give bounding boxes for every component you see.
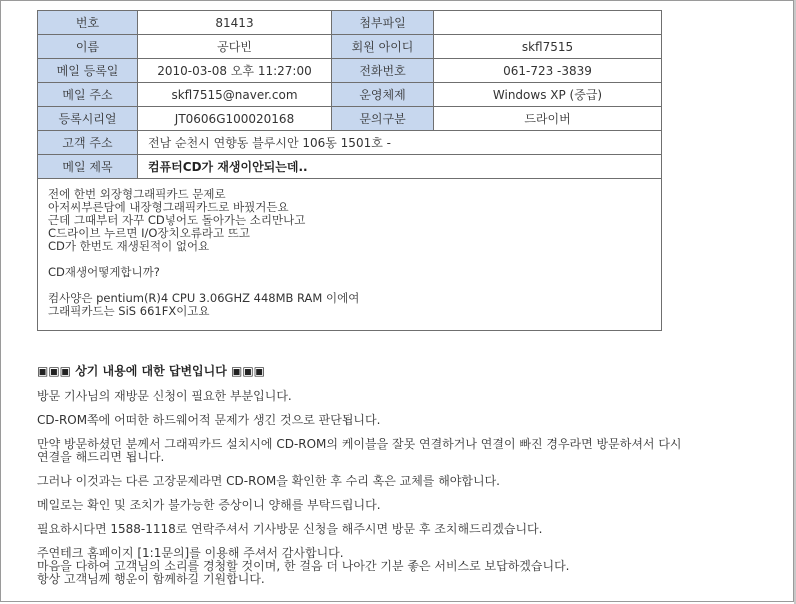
reply-line: 마음을 다하여 고객님의 소리를 경청할 것이며, 한 걸음 더 나아간 기분 좋은 서비스로 보답하겠습니다.	[37, 559, 570, 573]
attach-value	[434, 11, 662, 35]
body-line: 아저씨부른담에 내장형그래픽카드로 바꿨거든요	[48, 200, 289, 214]
address-label: 고객 주소	[38, 131, 138, 155]
phone-value: 061-723 -3839	[434, 59, 662, 83]
reply-paragraph	[37, 523, 777, 536]
reply-line: 메일로는 확인 및 조치가 불가능한 증상이니 양해를 부탁드립니다.	[37, 498, 381, 512]
reply-line: 그러나 이것과는 다른 고장문제라면 CD-ROM을 확인한 후 수리 혹은 교체를 해야합니다.	[37, 474, 500, 488]
no-label: 번호	[38, 11, 138, 35]
body-line: 근데 그때부터 자꾸 CD넣어도 돌아가는 소리만나고	[48, 213, 306, 227]
table-row	[38, 11, 662, 35]
attach-label: 첨부파일	[332, 11, 434, 35]
reply-line: 항상 고객님께 행운이 함께하길 기원합니다.	[37, 572, 265, 586]
reply-line: 방문 기사님의 재방문 신청이 필요한 부분입니다.	[37, 389, 292, 403]
reply-paragraph	[37, 475, 777, 488]
reply-title: ▣▣▣ 상기 내용에 대한 답변입니다 ▣▣▣	[37, 364, 266, 378]
reply-paragraph	[37, 390, 777, 403]
no-value: 81413	[138, 11, 332, 35]
email-value: skfl7515@naver.com	[138, 83, 332, 107]
reply-line: 연결을 해드리면 됩니다.	[37, 450, 165, 464]
os-value: Windows XP (중급)	[434, 83, 662, 107]
table-row	[38, 35, 662, 59]
inquiry-type-value: 드라이버	[434, 107, 662, 131]
reply-line: 만약 방문하셨던 분께서 그래픽카드 설치시에 CD-ROM의 케이블을 잘못 연결하거나 연결이 빠진 경우라면 방문하셔서 다시	[37, 437, 682, 451]
reply-paragraph	[37, 499, 777, 512]
body-line: CD재생어떻게합니까?	[48, 265, 160, 279]
email-date-label: 메일 등록일	[38, 59, 138, 83]
body-line: C드라이브 누르면 I/O장치오류라고 뜨고	[48, 226, 250, 240]
os-label: 운영체제	[332, 83, 434, 107]
address-value: 전남 순천시 연향동 블루시안 106동 1501호 -	[138, 131, 662, 155]
table-row	[38, 155, 662, 179]
table-row	[38, 107, 662, 131]
table-row	[38, 131, 662, 155]
table-row	[38, 179, 662, 331]
body-line: 그래픽카드는 SiS 661FX이고요	[48, 304, 210, 318]
reply-line: CD-ROM쪽에 어떠한 하드웨어적 문제가 생긴 것으로 판단됩니다.	[37, 413, 381, 427]
name-value: 공다빈	[138, 35, 332, 59]
subject-label: 메일 제목	[38, 155, 138, 179]
body-line: CD가 한번도 재생된적이 없어요	[48, 239, 210, 253]
serial-value: JT0606G100020168	[138, 107, 332, 131]
body-line: 전에 한번 외장형그래픽카드 문제로	[48, 187, 226, 201]
member-id-value: skfl7515	[434, 35, 662, 59]
email-label: 메일 주소	[38, 83, 138, 107]
member-id-label: 회원 아이디	[332, 35, 434, 59]
body-line: 컴사양은 pentium(R)4 CPU 3.06GHZ 448MB RAM 이에여	[48, 291, 360, 305]
reply-paragraph	[37, 547, 777, 586]
reply-section	[37, 362, 777, 597]
table-row	[38, 83, 662, 107]
email-date-value: 2010-03-08 오후 11:27:00	[138, 59, 332, 83]
reply-paragraph	[37, 438, 777, 464]
reply-paragraph	[37, 414, 777, 427]
reply-line: 주연테크 홈페이지 [1:1문의]를 이용해 주셔서 감사합니다.	[37, 546, 344, 560]
reply-line: 필요하시다면 1588-1118로 연락주셔서 기사방문 신청을 해주시면 방문 후 조치해드리겠습니다.	[37, 522, 543, 536]
subject-value: 컴퓨터CD가 재생이안되는데..	[138, 155, 662, 179]
phone-label: 전화번호	[332, 59, 434, 83]
name-label: 이름	[38, 35, 138, 59]
inquiry-info-table	[37, 10, 662, 331]
message-body	[38, 179, 662, 331]
inquiry-type-label: 문의구분	[332, 107, 434, 131]
serial-label: 등록시리얼	[38, 107, 138, 131]
table-row	[38, 59, 662, 83]
